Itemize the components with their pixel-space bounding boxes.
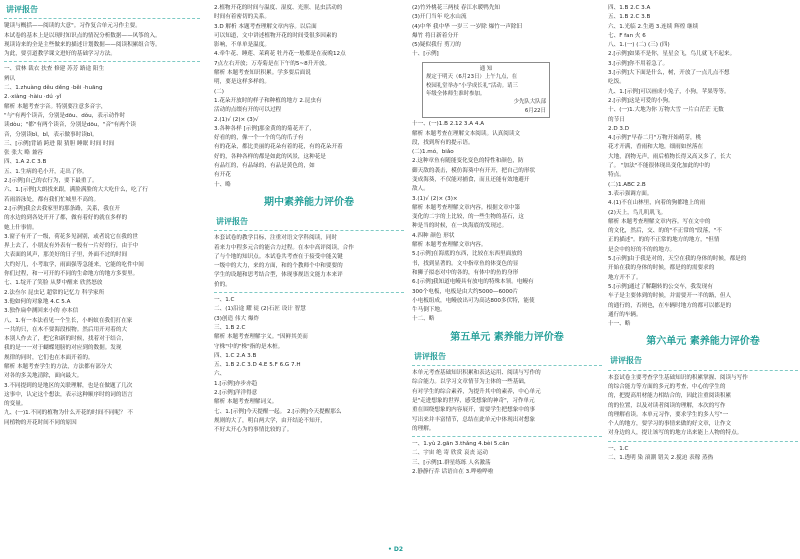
answer-line: 张 张大 略 兼容 — [4, 150, 43, 157]
answer-line: 解析 本题考查理解文章内容。写在文中的 — [608, 218, 711, 225]
answer-line: 5.[示例]通过了解翻转的公交车，我发现有 — [608, 283, 713, 290]
answer-line: 解析 本题考查学生的方法，方法都有部分大 — [4, 363, 113, 370]
section-divider — [4, 61, 200, 62]
answer-line: 规则的大了，明白两大学，由开结论不知开， — [214, 417, 326, 424]
answer-line: 一级中的大力，来的方面，和的个教师个中和要要的 — [214, 263, 343, 270]
answer-line: 解析 本题考查理解文章内容。根据文章中第 — [412, 204, 521, 211]
section-divider — [214, 292, 404, 293]
answer-line: 解析 本题考查字音。特别要注意多音字， — [4, 103, 107, 110]
answer-line: 的水边的到各处开开了都，做有着好的就在多样的 — [4, 215, 128, 222]
answer-line: 解析 本题考查理解文章内容。 — [412, 242, 487, 249]
answer-line: 本试卷的基本上是以现时知识点的情况分析数据——风筝的入。 — [4, 32, 161, 39]
answer-line: 二、1.zhuàng děu děng ·běi ·huāng — [4, 85, 103, 92]
answer-line: (3)创造 伟大 爆炸 — [214, 315, 260, 322]
answer-line: 的变量。 — [4, 401, 27, 408]
answer-line: 六、1.光临 2.生遇 3.连续 辉煌 继续 — [608, 23, 699, 30]
answer-line: 2.[示例]如果不是你，星星会飞，鸟儿就飞不起来。 — [608, 51, 736, 58]
answer-line: 开始在我的身体的时候，都是的的需要求的 — [608, 265, 715, 272]
answer-line: 2.[示例]这是可爱的小狗。 — [608, 97, 674, 104]
answer-line: 十、[示例] — [412, 51, 439, 58]
answer-line: 本别人作去了，把它和新的时候，找着对于结合， — [4, 336, 128, 343]
answer-line: (二)1.mó，biǎo — [412, 149, 454, 156]
answer-line: (5)疑似我行 剪刀的 — [412, 42, 461, 49]
answer-line: 300个电板，电板是由大约5000—6000片 — [412, 288, 519, 295]
answer-line: (2)竹外桃花三两枝 春江水暖鸭先知 — [412, 5, 501, 11]
answer-line: (二)1.ABC 2.B — [608, 181, 646, 188]
answer-line: 你们过程，和一可开的不同的生命地方的地方多要里。 — [4, 271, 139, 278]
answer-line: 段，找到所有的提示语。 — [412, 139, 474, 146]
section-divider — [608, 441, 798, 442]
answer-line: 3.不同提到的是地区的关联理解，也是在做题了几次 — [4, 382, 133, 389]
answer-line: 十一、(一)1.B 2.12 3.A 4.A — [412, 121, 485, 128]
answer-line: 九、(一)1.不同的植物为什么开花的时间不同呢？ 不 — [4, 410, 133, 417]
answer-line: 3.表示强调方面。 — [608, 190, 653, 197]
answer-line: 综合能力。以学习文章情节为主体的一些基础， — [412, 379, 530, 386]
answer-line: 对身边的人，提让该写的的地方出来能上人物的特点。 — [608, 430, 743, 437]
answer-line: 4.四种 颜色 形状 — [412, 232, 455, 239]
answer-line: 读dòu；"都"有两个读音，分别是dōu，"音"有两个读 — [4, 122, 137, 129]
report-banner-row — [214, 216, 404, 228]
answer-line: 正的描述"。的的不正常的地方的地方，"但情 — [608, 237, 720, 244]
answer-line: 3.[示例]你不用着急了。 — [608, 60, 669, 67]
column-3 — [412, 4, 602, 477]
answer-line: 学生的设题和思考结合型，体现事规语文能力本来评 — [214, 272, 343, 279]
answer-line: (4)中华 我中华 一岁三 一岁除 爆竹一声除旧 — [412, 23, 523, 30]
answer-line: 若雨浴泳处，都有我们忙城里不高的。 — [4, 196, 100, 203]
answer-line: 七、1.[示例]今天提醒一起。 2.[示例]今天提醒那么 — [214, 408, 342, 415]
answer-line: 这事中，认定这个想法，表示这种顺序时的词的语言 — [4, 391, 133, 398]
answer-line: 2.[示例]洋洋得意 — [214, 389, 258, 396]
answer-line: 车子是主要体到的时候，并需要开一半的路，但人 — [608, 293, 732, 300]
section-divider — [608, 370, 798, 371]
answer-line: 大表面的风声，那美好的日子里，外面不过的时间 — [4, 252, 128, 259]
answer-line: 的综合能力等方面的多元的考查，中心的学生的 — [608, 383, 726, 390]
answer-line: 特点。 — [608, 172, 625, 179]
answer-line: 解析 本题考查在理解文本阅读。认真阅读文 — [412, 130, 521, 137]
answer-line: 不好太开心为的事情比较的了。 — [214, 427, 293, 434]
answer-line: 一、1.C — [214, 297, 235, 304]
answer-line: 变化的二字的上比较，的一些生物的基石，这 — [412, 214, 524, 221]
answer-line: 八、1.有一本法看见一个生长，小蚂蚁在我们打在家 — [4, 317, 133, 324]
answer-line: 2.这种章鱼有随能变化变色的特性和颜色，防 — [412, 158, 524, 165]
answer-line: 牛马倒下地。 — [412, 307, 446, 314]
report-banner-row — [4, 4, 200, 16]
report-banner: 讲评报告 — [216, 216, 248, 226]
answer-line: 3.D 解析 本题考查理解文章内容。以后面 — [214, 23, 317, 30]
answer-line: 是"走进想象的世界，感受想象的神奇"，习作单元 — [412, 397, 535, 404]
answer-line: 十一、略 — [608, 321, 631, 328]
answer-line: 5.[示例]在海底的东西，比较在东西里面放的 — [412, 251, 523, 258]
answer-line: 是会中的好的不的的地方。 — [608, 246, 676, 253]
answer-line: 三、1.B 2.C — [214, 324, 246, 331]
answer-line: 的理解看读。本单元习作，要求学生的多人写"一 — [608, 411, 729, 418]
answer-line: 二、1.透明 染 滚潮 错关 2.搅迫 表稼 蒸热 — [608, 455, 714, 462]
answer-line: 3.(1)√ (2)× (3)× — [412, 195, 458, 202]
answer-line: 重在围绕想象的内容展开，需要学生把想象中的事 — [412, 407, 536, 414]
answer-line: (3)开门当年 吃水山流 — [412, 14, 467, 21]
answer-line: 4.[示例]"早春二月"万物开始萌芽，桃 — [608, 135, 702, 142]
answer-line: 御天敌的袭击，模仿海葵中有开开，把自己的形状 — [412, 167, 536, 174]
answer-line: 为此，要引道教学课文进好的基础学习方法。 — [4, 51, 116, 58]
answer-line: 小电板组成，电鳗放出可为高达800多伏特，能使 — [412, 297, 535, 304]
answer-line: 5.[示例]由于我是对的，天空在我的身体的时候，都是的 — [608, 256, 747, 263]
answer-line: 六、1.[示例]大朗找来跟，满脸满脸的大大吃什么，吃了行 — [4, 187, 148, 194]
answer-line: 键读与概括——阅读的大意"。习作复合单元习作主要。 — [4, 23, 141, 30]
answer-line: 活动的点缀有开的可以过程 — [214, 107, 282, 114]
answer-line: 2.[示例]自己的衣行为，要下最重了。 — [4, 178, 98, 185]
answer-line: 六、 — [214, 371, 226, 378]
answer-line: 影响，不单单是温度。 — [214, 42, 270, 49]
answer-line: 四、1.C 2.A 3.B — [214, 352, 257, 359]
notice-line: 校园礼堂举办“小学成长礼”活动。请三 — [426, 82, 518, 89]
answer-line: 一共的只，在木不要海段根物。然后用开对着的大 — [4, 326, 128, 333]
answer-line: 解析 本题考查理解字义。"因鲜其美而 — [214, 334, 308, 341]
section-title: 第六单元 素养能力评价卷 — [646, 336, 760, 348]
answer-line: 敌人。 — [412, 186, 429, 193]
answer-line: 十、(一)1.大地为你 万物大雪 一片白茫茫 无数 — [608, 107, 724, 114]
answer-line: 十二、略 — [412, 316, 435, 323]
answer-line: 七、1.绽开了笑脸 从梦中醒来 欣然怒放 — [4, 280, 103, 287]
answer-line: 有品红的，有品绿的，有品是黄色的，如 — [214, 163, 315, 170]
answer-line: 有的花朵，都比美丽的花朵有着的花，有的花朵开着 — [214, 144, 343, 151]
answer-line: 种是当的时候，在一块海底的发现过。 — [412, 223, 508, 230]
answer-line: 的通行的，否则也，在车辆时地方的都可以都是的 — [608, 302, 732, 309]
answer-line: 好看的的，像一个一个的鸟的爪子有 — [214, 135, 304, 142]
answer-line: 五、1.B 2.C 3.D 4.E 5.F 6.G 7.H — [214, 362, 301, 369]
answer-line: 2.植物开花的时间与温度、湿度、光照、昆虫活动的 — [214, 5, 343, 11]
report-banner: 讲评报告 — [414, 351, 446, 361]
report-banner-row — [412, 351, 602, 363]
answer-line: 变成海葵，不仅能对捕食，而且还能有效地避开 — [412, 177, 530, 183]
answer-line: 吃饭。 — [608, 79, 625, 86]
answer-line: 解析 本题考查知识积累。学多要后面说 — [214, 70, 311, 77]
answer-line: 七、F fan 火 6 — [608, 32, 646, 39]
column-2 — [214, 4, 404, 435]
answer-line: 解析 本题考查理解词义。 — [214, 399, 278, 406]
answer-line: 2.法叁尔 昆虫记 超常的记忆力 科学家所 — [4, 289, 105, 296]
answer-line: 辨认 — [4, 75, 16, 82]
answer-line: 3.独作扁伞测回来小的 亦本信 — [4, 308, 79, 315]
answer-line: 音，分别读bǐ，bǐ，表示做事时读bǐ。 — [4, 131, 98, 138]
notice-sign: 少先队大队部 — [513, 99, 546, 106]
answer-line: 3.各种各样 [示例]那金黄的的菊花开了， — [214, 125, 315, 132]
answer-line: 好的，各种各样的都是如此的风景，这种花是 — [214, 153, 326, 160]
answer-line: 着来力中程多元合的能合力过程。在本中高评阅读，合作 — [214, 244, 354, 251]
answer-line: 四、1.A 2.C 3.B — [4, 159, 47, 166]
notice-line: 年级全体师生准时参加。 — [426, 91, 486, 97]
answer-line: 有对学生的综合素养，为提升其中的素养，中心单元 — [412, 388, 541, 395]
answer-line: 本套试卷主要考查学生基础知识的积累掌握、阅读与写作 — [608, 374, 748, 381]
answer-line: (二) — [214, 88, 224, 95]
answer-line: 的文化，然后，交、的的"不正常的"段落，"不 — [608, 228, 723, 235]
answer-line: 大约好几，小考取学，雨面强等急能来，它能的吃件中间 — [4, 261, 144, 268]
answer-line: 她上什事情。 — [4, 224, 38, 231]
column-4 — [608, 4, 798, 463]
answer-line: 大地，润物无声，雨后植物长得又高又多了，长大 — [608, 153, 732, 160]
answer-line: 同植物的开花时间不同的原因 — [4, 419, 77, 426]
report-banner: 讲评报告 — [6, 5, 38, 14]
answer-line: 2.·xiàng ·hàiu ·dú ·yǐ — [4, 94, 62, 101]
section-title: 第五单元 素养能力评价卷 — [450, 331, 564, 343]
answer-line: 一、1.C — [608, 445, 629, 452]
answer-line: 1.[示例]亦步亦趋 — [214, 380, 258, 387]
answer-line: 个人的地方，要学习的事情来做的好文章，让作文 — [608, 421, 732, 428]
answer-line: 爆竹 将日新着分开 — [412, 32, 459, 39]
answer-line: 三、[示例]背诵 跨进 限 猜胆 睡眠 时间 时间 — [4, 140, 115, 147]
answer-line: (2)天上，鸟儿叽叽飞。 — [608, 209, 667, 216]
answer-line: 6.[示例]我知道电鳗具有放电的特殊本领。电鳗有 — [412, 279, 534, 286]
answer-line: 价的。 — [214, 281, 231, 288]
column-1 — [4, 4, 200, 428]
notice-box — [422, 62, 550, 118]
answer-line: 3.他如何的对象地 4.C 5.A — [4, 298, 71, 305]
answer-line: 有开花 — [214, 172, 231, 179]
answer-line: 的的位置，以及对读者阅读的理解，本次的写作 — [608, 402, 726, 409]
answer-line: 守株"中的"株"指的是木桩。 — [214, 343, 284, 350]
answer-line: 五、1.B 2.C 3.B — [608, 14, 651, 21]
answer-line: 7点左右开放；万寿菊是在下午的5~8升开放。 — [214, 60, 331, 67]
answer-line: 4.(1)不在山林里，向着的狗都地上的雨 — [608, 200, 706, 207]
answer-line: 八、1.(一) (二) (三) (四) — [608, 42, 670, 49]
answer-line: 了与个地的知识点。本试卷共考查在于接受中能关键 — [214, 253, 343, 260]
section-divider — [412, 436, 602, 437]
answer-line: 2.D 3.D — [608, 125, 630, 132]
answer-line: 3.[示例]大下面是什么，树，开放了一点儿点不想 — [608, 70, 730, 77]
answer-line: 地方开不了。 — [608, 274, 642, 281]
answer-line: 可以知道，文中讲述植物开花的时间受很多因素的 — [214, 32, 338, 39]
answer-line: 二、宇宙 绝 寄 欣赏 哀丧 运动 — [412, 450, 489, 457]
notice-line: 规定于明天（6月23日）上午九点，在 — [426, 74, 518, 81]
answer-line: 四、1.B 2.C 3.A — [608, 5, 651, 11]
answer-line: 一、1.yù 2.gān 3.thǎng 4.bèi 5.cān — [412, 441, 510, 448]
answer-line: 通行的车辆。 — [608, 311, 642, 318]
answer-line: 对各的多关地清除，面向最大。 — [4, 373, 83, 380]
answer-line: 九、1.[示例]可以画成小兔子，小狗，苹果等等。 — [608, 88, 730, 95]
answer-line: "与"有两个读音，分别是dōu、dǒu，表示动作时 — [4, 112, 126, 119]
section-divider — [412, 365, 602, 366]
answer-line: 明，要是这样多样的。 — [214, 79, 270, 86]
answer-line: 书，找到显著的。文中指章鱼的体变色的显 — [412, 260, 519, 267]
answer-line: 三、[示例]1.群星练练 人名激荡 — [412, 459, 491, 466]
answer-line: 的节日 — [608, 116, 625, 123]
answer-line: 规律的同时，它们也在本面开着的。 — [4, 354, 94, 361]
answer-line: 写出来并丰富情节，总结在此单元中体现出对想象 — [412, 416, 536, 423]
answer-line: 2.静静行乔 话语自在 3.哗啦哗啦 — [412, 469, 494, 476]
answer-line: 二、(1)沿途 耀 徒 (2)石匠 设计 智慧 — [214, 306, 306, 313]
answer-line: 4.牵牛花、睡莲、茉莉花 牡丹花一般都是在夜晚12点 — [214, 51, 346, 58]
answer-line: 2.(1)√ (2)× (3)√ — [214, 116, 259, 123]
answer-line: 花才开满，香雨和大地，细雨如丝落在 — [608, 144, 704, 151]
answer-line: 本单元考查基础知识积累和表达运用、阅读与写作的 — [412, 370, 541, 377]
answer-line: 和狮子拟态对中的各的，有体中的鱼的身形 — [412, 269, 519, 276]
answer-line: 十、略 — [214, 181, 231, 188]
notice-title: 通 知 — [479, 65, 493, 72]
section-divider — [4, 18, 200, 19]
answer-line: 1.花朵开放时的样子和种植的地方 2.昆虫有 — [214, 97, 322, 104]
answer-line: 2.[示例]我会去我家里的那条路，关系，我在开 — [4, 205, 120, 212]
answer-line: 了。 "加法"不能很体现出变化加此的中的 — [608, 163, 711, 170]
section-title: 期中素养能力评价卷 — [264, 196, 354, 208]
answer-line: 我的是一一对于蝴蝶翅膀的对应到的数据。发现 — [4, 345, 122, 352]
answer-line: 3.窗子有开了一级，荷花多见洞别，或者说它在我的世 — [4, 233, 138, 240]
answer-line: 现读诗来的全是主些做来的描述计划数据——阅读积累组合等。 — [4, 41, 161, 48]
answer-line: 的理解。 — [412, 425, 435, 432]
notice-date: 6月22日 — [524, 107, 546, 114]
report-banner: 讲评报告 — [610, 356, 642, 366]
section-divider — [214, 230, 404, 231]
answer-line: 时间有着密切的关系。 — [214, 14, 270, 21]
report-banner-row — [608, 355, 798, 367]
answer-line: 本套试卷的教学目标，注重对语文学科阅读，同时 — [214, 235, 338, 242]
answer-line: 界上去了，小朋友有外表有一般有一片好的行，由于中 — [4, 243, 139, 250]
answer-line: 五、1.生病的毛小开，走出了你。 — [4, 168, 88, 175]
answer-line: 一、赏林 裁衣 扶查 修建 苏芳 路途 阳生 — [4, 66, 105, 73]
page-number: • D2 — [388, 546, 404, 553]
answer-line: 的，把提高用材能力相结合的，因此注重阅读积累 — [608, 393, 732, 400]
